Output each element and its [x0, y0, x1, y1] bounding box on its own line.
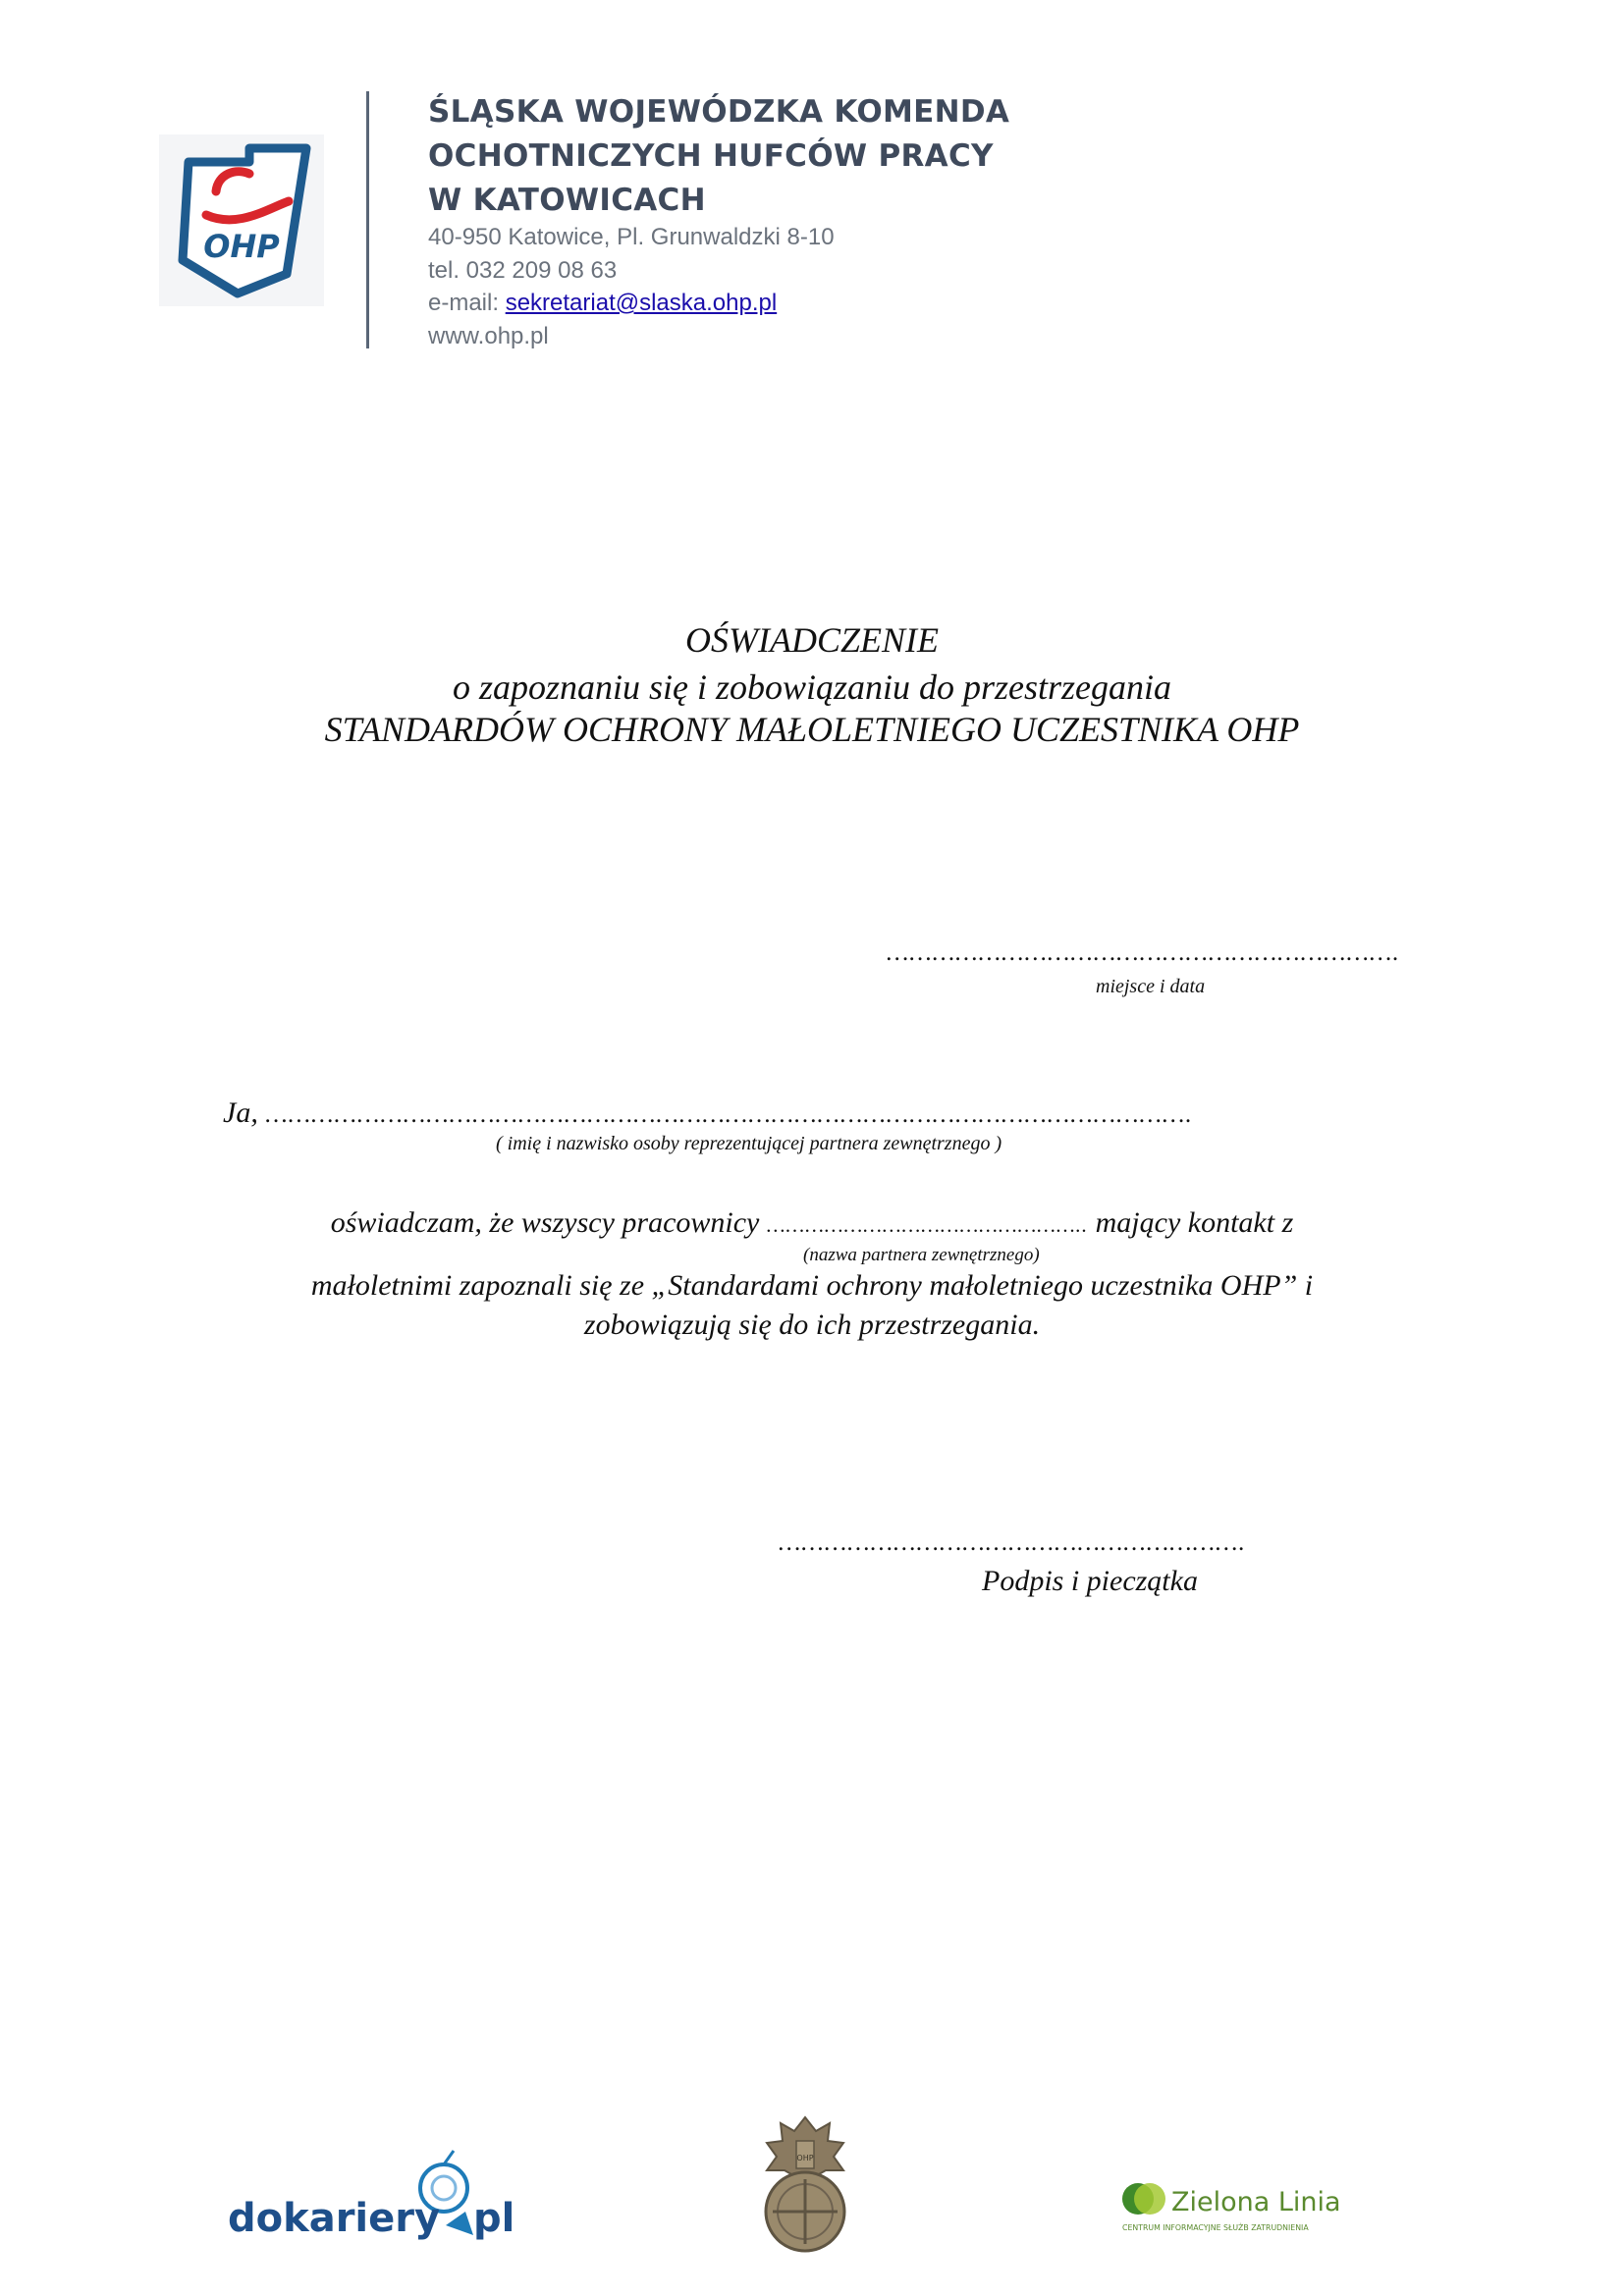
svg-text:pl: pl — [473, 2196, 515, 2241]
svg-text:CENTRUM INFORMACYJNE SŁUŻB ZAT: CENTRUM INFORMACYJNE SŁUŻB ZATRUDNIENIA — [1122, 2223, 1309, 2232]
svg-text:Zielona Linia: Zielona Linia — [1171, 2187, 1341, 2217]
email-link[interactable]: sekretariat@slaska.ohp.pl — [505, 290, 778, 316]
declarant-dots: …………………………………………………………………………………………………………. — [265, 1101, 1193, 1128]
svg-text:OHP: OHP — [796, 2154, 814, 2163]
statement-part-1: oświadczam, że wszyscy pracownicy — [330, 1206, 760, 1239]
website: www.ohp.pl — [428, 322, 549, 349]
address: 40-950 Katowice, Pl. Grunwaldzki 8-10 — [428, 224, 835, 250]
partner-name-caption: (nazwa partnera zewnętrznego) — [803, 1245, 1040, 1265]
org-name-line-3: W KATOWICACH — [428, 183, 706, 218]
place-date-caption: miejsce i data — [1096, 976, 1206, 997]
declarant-caption: ( imię i nazwisko osoby reprezentującej partnera zewnętrznego ) — [496, 1133, 1002, 1154]
statement-line-3: zobowiązują się do ich przestrzegania. — [583, 1308, 1041, 1341]
org-name-line-2: OCHOTNICZYCH HUFCÓW PRACY — [428, 138, 994, 174]
dokariery-logo — [226, 2145, 530, 2253]
organization-name — [428, 90, 1115, 223]
document-subtitle: o zapoznaniu się i zobowiązaniu do przestrzegania — [452, 667, 1172, 707]
org-name-line-1: ŚLĄSKA WOJEWÓDZKA KOMENDA — [428, 94, 1010, 130]
statement-line-1 — [0, 1206, 1624, 1242]
document-subtitle-standards: STANDARDÓW OCHRONY MAŁOLETNIEGO UCZESTNIKA OHP — [324, 710, 1300, 749]
statement-line-2: małoletnimi zapoznali się ze „Standardami ochrony małoletniego uczestnika OHP” i — [310, 1269, 1314, 1302]
partner-name-dots: ………………………………………….. — [766, 1213, 1089, 1237]
phone: tel. 032 209 08 63 — [428, 256, 618, 284]
svg-text:dokariery: dokariery — [228, 2196, 441, 2241]
place-date-dots: …………………………………………………………. — [887, 939, 1400, 966]
zielona-linia-logo — [1120, 2177, 1356, 2236]
header-divider — [366, 91, 369, 348]
svg-text:OHP: OHP — [203, 228, 280, 265]
declarant-prefix: Ja, — [223, 1096, 258, 1129]
statement-part-2: mający kontakt z — [1095, 1206, 1294, 1239]
email-label: e-mail: — [428, 290, 506, 316]
document-title: OŚWIADCZENIE — [685, 620, 939, 660]
ohp-logo — [159, 134, 324, 306]
contact-info — [428, 221, 835, 352]
signature-dots: ……………………………………………………. — [779, 1529, 1247, 1556]
signature-caption: Podpis i pieczątka — [982, 1565, 1198, 1597]
email-line — [428, 287, 835, 320]
ohp-badge-emblem — [759, 2113, 852, 2256]
declarant-line — [223, 1096, 1193, 1130]
